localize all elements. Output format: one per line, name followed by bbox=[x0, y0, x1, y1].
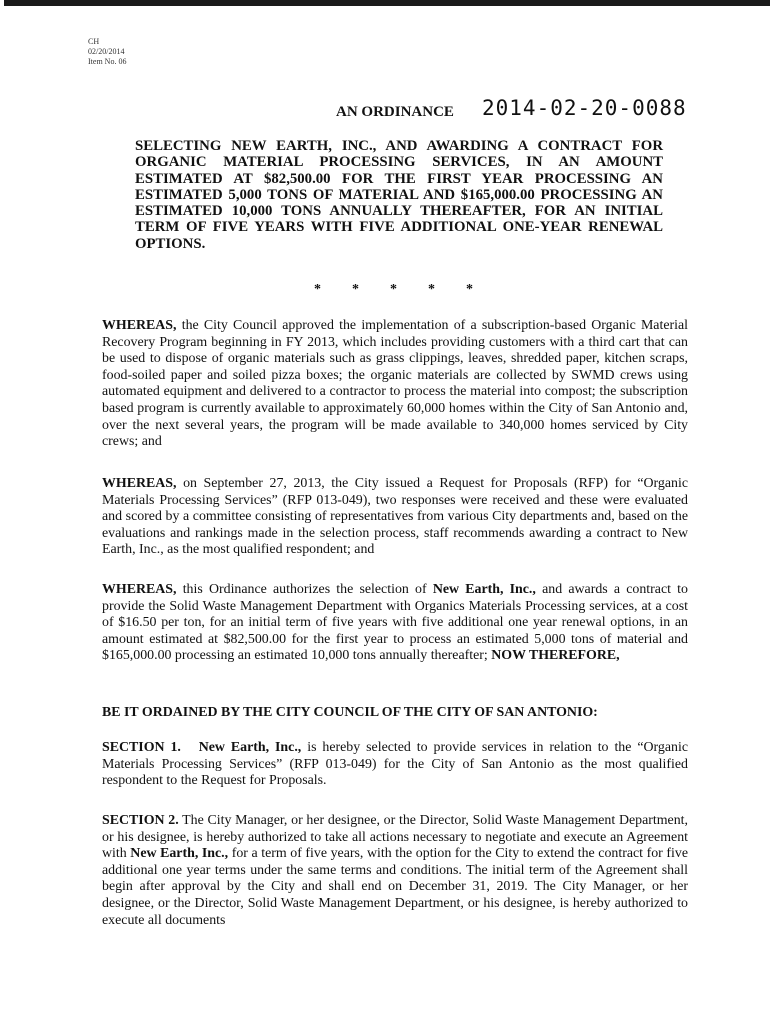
separator-stars bbox=[314, 282, 504, 298]
whereas-paragraph-2 bbox=[102, 476, 688, 559]
section-2 bbox=[102, 813, 688, 929]
separator-star: * bbox=[390, 282, 397, 297]
ordinance-caption: SELECTING NEW EARTH, INC., AND AWARDING A CONTRACT FOR ORGANIC MATERIAL PROCESSING SERVICES, IN AN AMOUNT ESTIMATED AT $82,500.00 FOR THE FIRST YEAR PROCESSING AN ESTIMATED 5,000 TONS OF MATERIAL AND $165,000.00 PROCESSING AN ESTIMATED 10,000 TONS ANNUALLY THEREAFTER, FOR AN INITIAL TERM OF FIVE YEARS WITH FIVE ADDITIONAL ONE-YEAR RENEWAL OPTIONS. bbox=[135, 138, 663, 252]
page-top-edge bbox=[4, 0, 770, 6]
separator-star: * bbox=[466, 282, 473, 297]
contractor-name: New Earth, Inc., bbox=[198, 740, 302, 755]
separator-star: * bbox=[314, 282, 321, 297]
whereas-text: and awards a contract to provide the Solid Waste Management Department with Organics Materials Processing services, at a cost of $16.50 per ton, for an initial term of five years with five additional one year renewal options, in an amount estimated at $82,500.00 for the first year to process an estimated 5,000 tons of material and $165,000.00 processing an estimated 10,000 tons annually thereafter; bbox=[102, 582, 688, 664]
meta-initials: CH bbox=[88, 37, 100, 46]
section-text: The City Manager, or her designee, or the Director, Solid Waste Management Department, or his designee, is hereby authorized to take all actions necessary to negotiate and execute an Agreement with bbox=[102, 813, 688, 862]
section-lead: SECTION 2. bbox=[102, 813, 179, 828]
separator-star: * bbox=[428, 282, 435, 297]
ordained-clause: BE IT ORDAINED BY THE CITY COUNCIL OF THE CITY OF SAN ANTONIO: bbox=[102, 705, 598, 720]
whereas-lead: WHEREAS, bbox=[102, 318, 177, 333]
whereas-lead: WHEREAS, bbox=[102, 476, 177, 491]
contractor-name: New Earth, Inc., bbox=[432, 582, 536, 597]
whereas-paragraph-1 bbox=[102, 318, 688, 451]
agenda-meta bbox=[88, 37, 126, 67]
ordinance-label: AN ORDINANCE bbox=[336, 104, 454, 120]
ordinance-number: 2014-02-20-0088 bbox=[482, 96, 687, 120]
whereas-lead: WHEREAS, bbox=[102, 582, 177, 597]
whereas-paragraph-3 bbox=[102, 582, 688, 665]
section-text: is hereby selected to provide services in relation to the “Organic Materials Processing Services” (RFP 013-049) for the City of San Antonio as the most qualified respondent to the Request for Proposals. bbox=[102, 740, 688, 789]
meta-date: 02/20/2014 bbox=[88, 47, 125, 56]
whereas-text: the City Council approved the implementation of a subscription-based Organic Material Recovery Program beginning in FY 2013, which includes providing customers with a third cart that can be used to dispose of organic materials such as grass clippings, leaves, shredded paper, kitchen scraps, food-soiled paper and soiled pizza boxes; the organic materials are collected by SWMD crews using automated equipment and delivered to a contractor to process the material into compost; the subscription based program is currently available to approximately 60,000 homes within the City of San Antonio and, over the next several years, the program will be made available to 340,000 homes serviced by City crews; and bbox=[102, 318, 688, 450]
section-lead: SECTION 1. bbox=[102, 740, 181, 755]
separator-star: * bbox=[352, 282, 359, 297]
whereas-text: this Ordinance authorizes the selection of bbox=[176, 582, 433, 597]
meta-item-number: Item No. 06 bbox=[88, 57, 127, 66]
ordinance-heading bbox=[336, 96, 756, 126]
section-text: for a term of five years, with the option for the City to extend the contract for five additional one year terms under the same terms and conditions. The initial term of the Agreement shall begin after approval by the City and shall end on December 31, 2019. The City Manager, or her designee, or the Director, Solid Waste Management Department, or his designee, is hereby authorized to execute all documents bbox=[102, 846, 688, 928]
section-1 bbox=[102, 740, 688, 790]
whereas-text: on September 27, 2013, the City issued a Request for Proposals (RFP) for “Organic Materials Processing Services” (RFP 013-049), two responses were received and these were evaluated and scored by a committee consisting of representatives from various City departments and, based on the evaluations and rankings made in the selection process, staff recommends awarding a contract to New Earth, Inc., as the most qualified respondent; and bbox=[102, 476, 688, 558]
now-therefore: NOW THEREFORE, bbox=[491, 648, 620, 664]
contractor-name: New Earth, Inc., bbox=[130, 846, 229, 862]
